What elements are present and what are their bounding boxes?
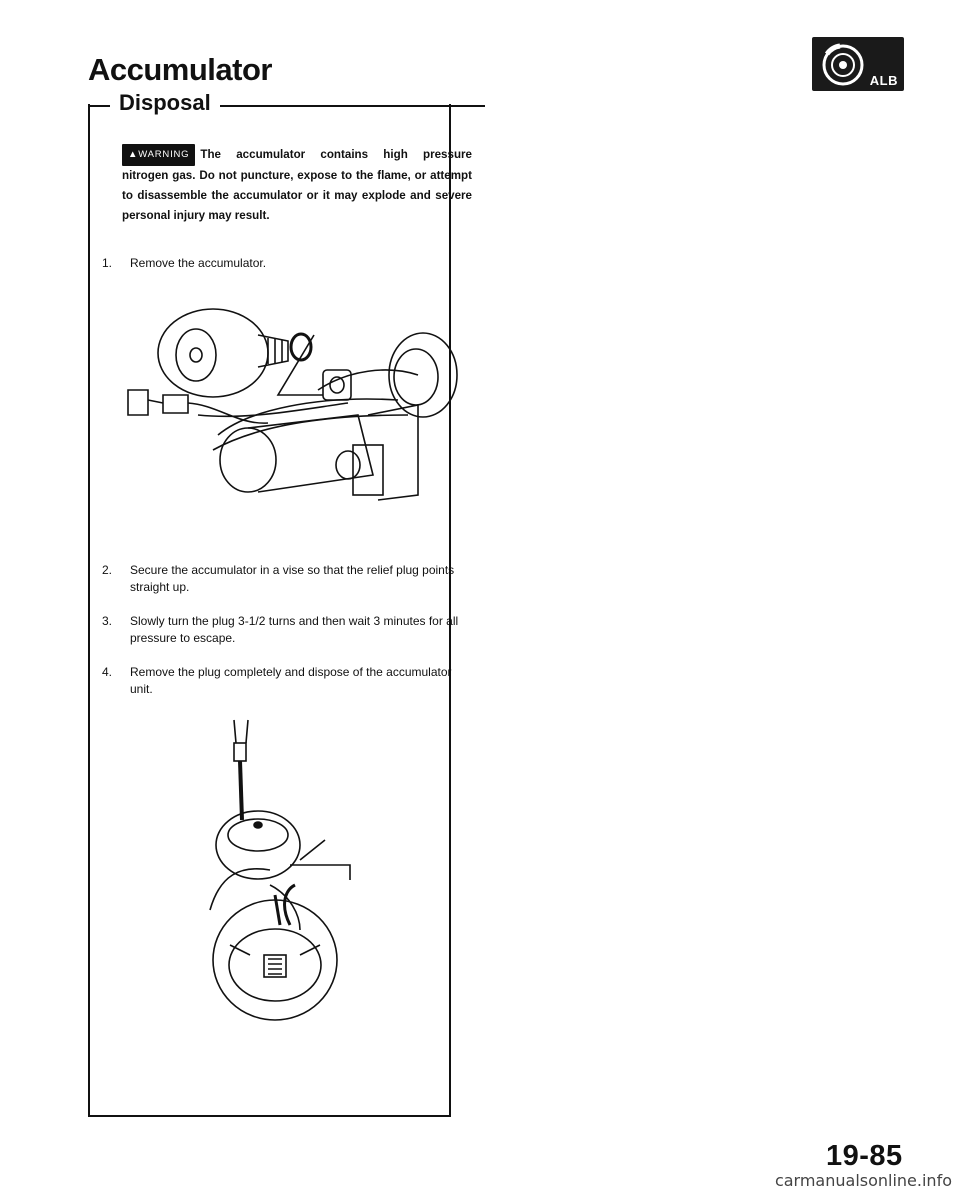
- page-title: Accumulator: [88, 52, 272, 87]
- alb-section-badge: [812, 37, 904, 91]
- warning-text: The accumulator contains high pressure nitrogen gas. Do not puncture, expose to the flame, or attempt to disassemble the accumulator or it may explode and severe personal injury may result.: [122, 148, 472, 222]
- page-number: 19-85: [826, 1140, 903, 1172]
- step-number: 4.: [102, 665, 113, 679]
- accumulator-removal-illustration: [118, 295, 463, 545]
- step-number: 1.: [102, 256, 113, 270]
- warning-badge: ▲WARNING: [122, 144, 195, 166]
- plug-removal-illustration: [190, 715, 360, 1035]
- warning-triangle-icon: ▲: [128, 149, 139, 160]
- alb-label: ALB: [869, 73, 898, 88]
- step-text: Secure the accumulator in a vise so that the relief plug points straight up.: [130, 563, 455, 594]
- brake-disc-icon: [818, 40, 868, 88]
- step-text: Remove the plug completely and dispose of the accumulator unit.: [130, 665, 452, 696]
- warning-block: [122, 144, 472, 226]
- section-header: [88, 90, 485, 119]
- step-text: Remove the accumulator.: [130, 256, 267, 270]
- step-number: 2.: [102, 563, 113, 577]
- watermark: carmanualsonline.info: [774, 1171, 952, 1190]
- step-text: Slowly turn the plug 3-1/2 turns and then wait 3 minutes for all pressure to escape.: [130, 614, 459, 645]
- step-number: 3.: [102, 614, 113, 628]
- section-title: Disposal: [115, 90, 215, 116]
